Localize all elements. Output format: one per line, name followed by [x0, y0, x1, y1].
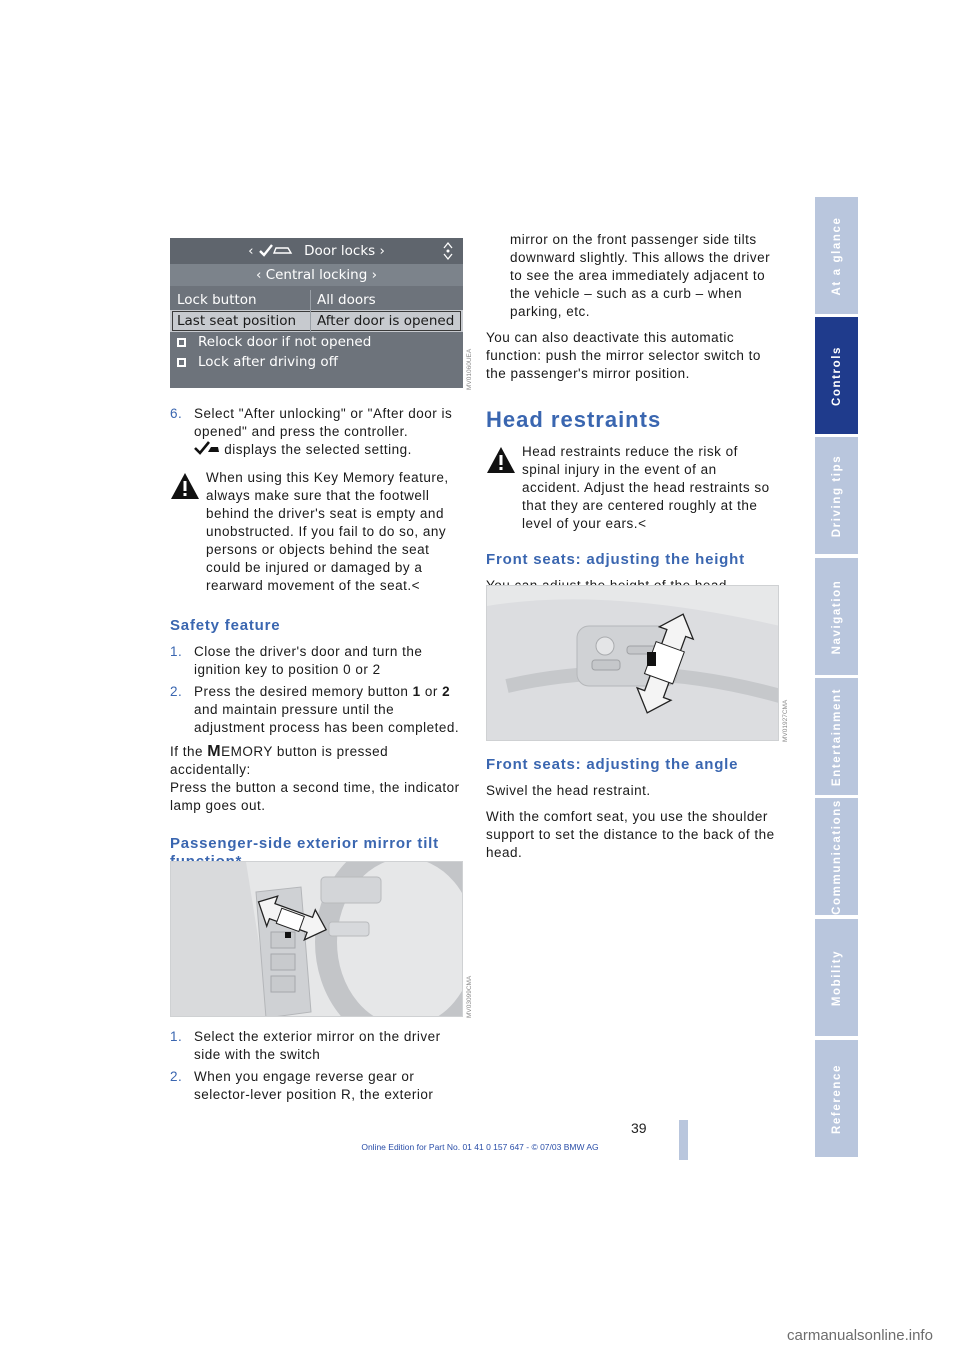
memory-m-letter: M: [207, 743, 222, 760]
head-restraints-heading: Head restraints: [486, 407, 662, 432]
mirror-step-2: 2. When you engage reverse gear or selector-lever position R, the exterior: [170, 1069, 434, 1102]
page-number: 39: [631, 1120, 647, 1136]
footer-edition: Online Edition for Part No. 01 41 0 157 647 - © 07/03 BMW AG: [361, 1142, 599, 1152]
tab-navigation[interactable]: Navigation: [815, 558, 858, 675]
angle-text-1: Swivel the head restraint.: [486, 783, 651, 798]
screen-cell: Last seat position: [177, 313, 297, 329]
angle-text-2: With the comfort seat, you use the shoulder support to set the distance to the back of the head.: [486, 809, 775, 860]
safety-step-2: 2. Press the desired memory button 1 or 2 and maintain pressure until the adjustment process has been completed.: [170, 684, 460, 735]
watermark: carmanualsonline.info: [787, 1327, 933, 1344]
mirror-heading: Passenger-side exterior mirror tilt: [170, 835, 439, 852]
mirror-step-1: 1. Select the exterior mirror on the driver side with the switch: [170, 1029, 441, 1062]
right-column: [486, 231, 778, 621]
screen-option-relock: Relock door if not opened: [170, 332, 463, 354]
screen-subtitle-bar: ‹ Central locking ›: [170, 264, 463, 286]
checkbox-icon: [177, 338, 186, 347]
safety-heading: Safety feature: [170, 617, 281, 634]
step-6: 6. Select "After unlocking" or "After door is opened" and press the controller. displays the selected setting.: [170, 406, 453, 457]
screen-option-lock-after-driving: Lock after driving off: [170, 352, 463, 374]
tab-entertainment[interactable]: Entertainment: [815, 678, 858, 795]
screen-subtitle: Central locking: [265, 267, 368, 283]
screen-row-lock-button: [170, 290, 463, 310]
mirror-switch-image: [170, 861, 463, 1017]
car-check-icon: [258, 243, 294, 257]
tab-at-a-glance[interactable]: At a glance: [815, 197, 858, 314]
warning-icon: [486, 445, 516, 475]
memory-paragraph: If the MEMORY button is pressed accidentally: Press the button a second time, the indicator lamp goes out.: [170, 743, 460, 813]
arrow-left-icon: ‹: [248, 243, 258, 259]
height-heading: Front seats: adjusting the height: [486, 551, 745, 568]
mirror-continued: mirror on the front passenger side tilts downward slightly. This allows the driver to see the area immediately adjacent to the vehicle – such as a curb – when parking, etc.: [510, 232, 771, 319]
image-code: MV03099CMA: [466, 975, 473, 1018]
tab-controls[interactable]: Controls: [815, 317, 858, 434]
tab-driving-tips[interactable]: Driving tips: [815, 437, 858, 554]
key-memory-warning: When using this Key Memory feature, always make sure that the footwell behind the driver's seat is empty and unobstructed. If you fail to do so, any persons or objects behind the seat could be injured or damaged by a rearward movement of the seat.<: [170, 469, 465, 595]
head-restraints-warning: Head restraints reduce the risk of spinal injury in the event of an accident. Adjust the head restraints so that they are centered roughly at the level of your ears.<: [486, 443, 778, 533]
screen-title: Door locks: [304, 243, 376, 259]
screen-cell: Lock button: [177, 292, 257, 308]
angle-heading: Front seats: adjusting the angle: [486, 756, 739, 773]
left-column: [170, 405, 465, 905]
tab-reference[interactable]: Reference: [815, 1040, 858, 1157]
mirror-steps: [170, 1028, 465, 1104]
seat-control-image: [486, 585, 779, 741]
angle-section: [486, 752, 778, 870]
tab-communications[interactable]: Communications: [815, 798, 858, 915]
screen-cell: After door is opened: [317, 313, 455, 329]
idrive-screen: [170, 238, 463, 388]
safety-step-1: 1. Close the driver's door and turn the ignition key to position 0 or 2: [170, 644, 423, 677]
check-car-icon: [194, 441, 220, 455]
image-code: MV01927CMA: [782, 699, 789, 742]
screen-row-selected: [170, 310, 463, 332]
chapter-tabs: [815, 197, 858, 1160]
mirror-switch-illustration: [171, 862, 463, 1017]
page-number-bar: [679, 1120, 688, 1160]
warning-icon: [170, 471, 200, 501]
tab-mobility[interactable]: Mobility: [815, 919, 858, 1036]
menu-arrows-icon: [441, 241, 455, 261]
screen-title-bar: [170, 238, 463, 264]
screen-cell: All doors: [317, 292, 376, 308]
seat-control-illustration: [487, 586, 779, 741]
deactivate-paragraph: You can also deactivate this automatic function: push the mirror selector switch to the passenger's mirror position.: [486, 330, 761, 381]
image-code: MV01060UEA: [466, 348, 473, 390]
arrow-right-icon: ›: [379, 243, 385, 259]
checkbox-icon: [177, 358, 186, 367]
